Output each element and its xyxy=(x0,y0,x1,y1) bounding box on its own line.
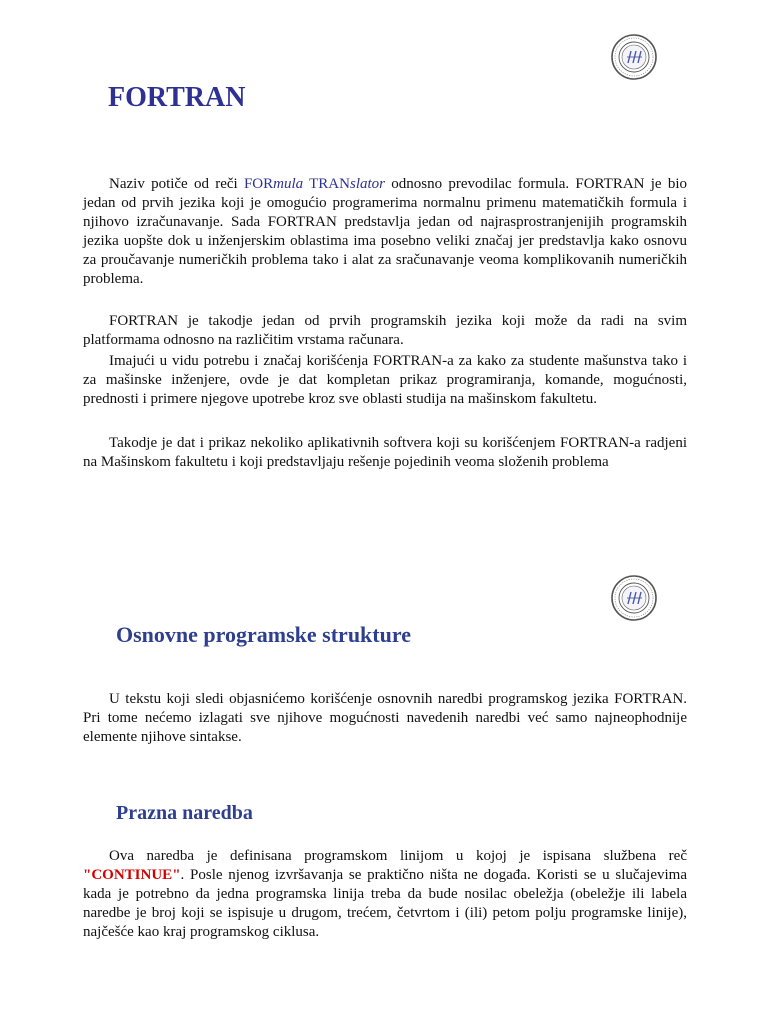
paragraph-structures: U tekstu koji sledi objasnićemo korišćenje osnovnih naredbi programskog jezika FORTRAN. Pri tome nećemo izlagati sve njihove mogućnosti navedenih naredbi već samo najneophodnije elemente njihove sintakse. xyxy=(83,691,687,745)
page-title: FORTRAN xyxy=(108,82,246,113)
paragraph-text: Ova naredba je definisana programskom linijom u kojoj je ispisana službena reč xyxy=(109,848,687,864)
paragraph-students: Imajući u vidu potrebu i značaj korišćenja FORTRAN-a za kako za studente mašunstva tako i za mašinske inženjere, ovde je dat kompletan prikaz programiranja, komande, mogućnosti, prednosti i primere njegove upotrebe kroz sve oblasti studija na mašinskom fakultetu. xyxy=(83,353,687,407)
term-part: slator xyxy=(349,176,385,192)
paragraph-software: Takodje je dat i prikaz nekoliko aplikativnih softvera koji su korišćenjem FORTRAN-a radjeni na Mašinskom fakultetu i koji predstavljaju rešenje pojedinih veoma složenih problema xyxy=(83,435,687,470)
paragraph-platforms: FORTRAN je takodje jedan od prvih programskih jezika koji može da radi na svim platformama odnosno na različitim vrstama računara. xyxy=(83,313,687,348)
quote-mark: " xyxy=(172,867,181,883)
term-part: FOR xyxy=(243,176,274,192)
paragraph-intro xyxy=(83,175,687,289)
section-heading-structures: Osnovne programske strukture xyxy=(116,622,411,647)
university-seal-icon xyxy=(610,574,658,622)
term-part: mula xyxy=(273,176,304,192)
section-heading-empty-statement: Prazna naredba xyxy=(116,802,253,824)
university-seal-icon xyxy=(610,33,658,81)
quote-mark: " xyxy=(83,867,92,883)
term-formula-translator xyxy=(244,176,385,192)
paragraph-text: odnosno prevodilac formula. FORTRAN je bio jedan od prvih jezika koji je omogućio programerima normalnu primenu matematičkih formula i njihovo izračunavanje. Sada FORTRAN predstavlja jedan od najrasprostranjenijih programskih jezika uopšte dok u inženjerskim oblastima ima posebno veliki značaj jer predstavlja kako osnovu za proučavanje numeričkih problema tako i alat za sračunavanje veoma komplikovanih numeričkih problema. xyxy=(83,176,687,287)
keyword-continue xyxy=(83,867,181,883)
paragraph-continue xyxy=(83,847,687,942)
paragraph-text: . Posle njenog izvršavanja se praktično ništa ne događa. Koristi se u slučajevima kada je potrebno da jedna programska linija treba da bude nosilac obeležja (obeležje ili labela naredbe je broj koji se ispisuje u drugom, trećem, četvrtom i (ili) petom polju programske linije), najčešće kao kraj programskog ciklusa. xyxy=(83,867,687,940)
keyword-text: CONTINUE xyxy=(91,867,173,883)
term-part: TRAN xyxy=(309,176,350,192)
paragraph-text: Naziv potiče od reči xyxy=(109,176,244,192)
